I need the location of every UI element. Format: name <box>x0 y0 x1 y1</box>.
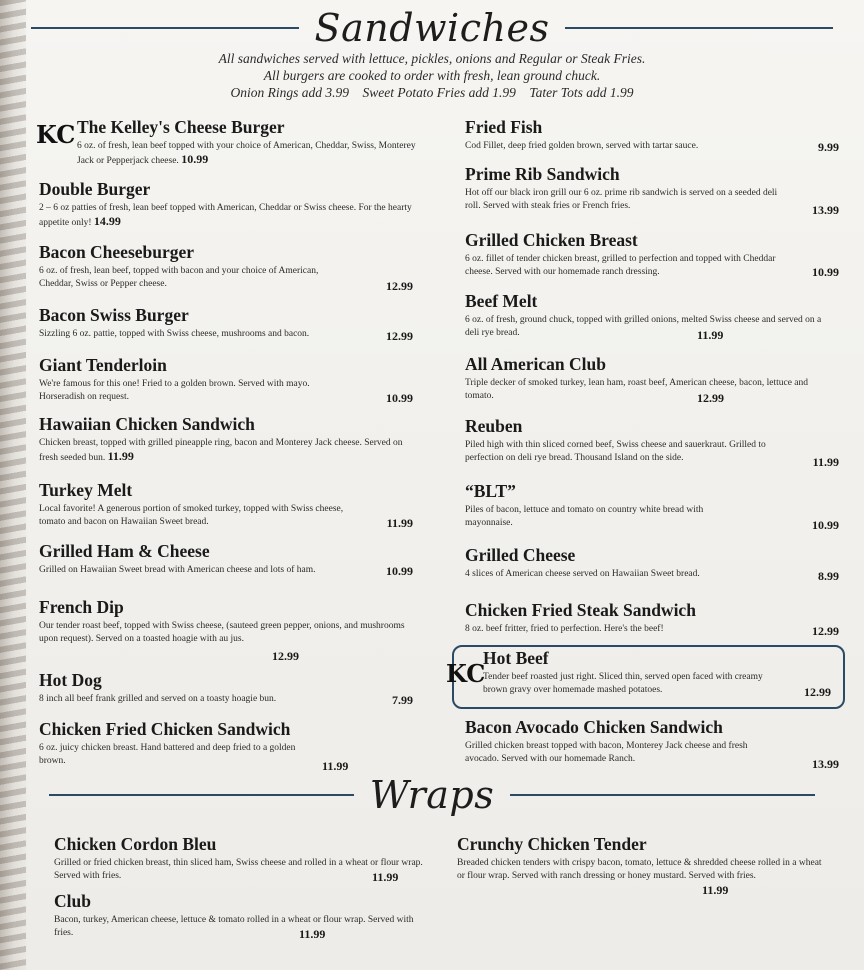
sandwiches-title: Sandwiches <box>314 6 550 50</box>
menu-item <box>465 354 839 403</box>
kelleys-logo-icon: KC <box>36 120 76 149</box>
menu-item <box>465 230 839 279</box>
item-price: 11.99 <box>697 328 724 342</box>
item-name: Hot Beef <box>483 648 549 668</box>
item-desc: Grilled on Hawaiian Sweet bread with American cheese and lots of ham. <box>39 565 316 575</box>
item-price: 10.99 <box>812 518 839 532</box>
item-desc <box>39 202 424 230</box>
item-desc: 6 oz. of fresh, lean beef, topped with bacon and your choice of American, Cheddar, Swiss or Pepper cheese. <box>39 266 319 289</box>
sandwiches-heading <box>0 6 864 50</box>
item-name: Bacon Swiss Burger <box>39 305 189 325</box>
item-desc-text: 2 – 6 oz patties of fresh, lean beef topped with American, Cheddar or Swiss cheese. For the hearty appetite only! <box>39 203 412 228</box>
item-price: 10.99 <box>812 265 839 279</box>
item-price: 12.99 <box>804 685 831 699</box>
item-desc: Our tender roast beef, topped with Swiss cheese, (sauteed green pepper, onions, and mushrooms upon request). Served on a toasted hoagie with au jus. <box>39 621 405 644</box>
menu-item <box>465 291 839 340</box>
item-name: Grilled Cheese <box>465 545 576 565</box>
item-name: All American Club <box>465 354 606 374</box>
item-desc-text: Chicken breast, topped with grilled pineapple ring, bacon and Monterey Jack cheese. Served on fresh seeded bun. <box>39 438 403 463</box>
item-desc: Grilled chicken breast topped with bacon, Monterey Jack cheese and fresh avocado. Served with our homemade Ranch. <box>465 741 748 764</box>
menu-item <box>465 717 839 771</box>
item-desc: Piled high with thin sliced corned beef, Swiss cheese and sauerkraut. Grilled to perfection on deli rye bread. Thousand Island on the side. <box>465 440 766 463</box>
item-desc: 6 oz. of fresh, ground chuck, topped with grilled onions, melted Swiss cheese and served on a deli rye bread. <box>465 315 822 338</box>
item-name: Giant Tenderloin <box>39 355 167 375</box>
item-price: 10.99 <box>181 152 209 166</box>
intro-line: All burgers are cooked to order with fresh, lean ground chuck. <box>263 68 601 83</box>
item-name: Chicken Fried Chicken Sandwich <box>39 719 291 739</box>
item-name: “BLT” <box>465 481 516 501</box>
menu-item <box>39 597 413 663</box>
menu-item <box>54 834 423 884</box>
item-name: The Kelley's Cheese Burger <box>77 117 285 137</box>
item-name: French Dip <box>39 597 124 617</box>
paper-edge-texture <box>0 0 26 970</box>
item-price: 12.99 <box>386 329 413 343</box>
item-price: 13.99 <box>812 203 839 217</box>
item-name: Hot Dog <box>39 670 102 690</box>
menu-item <box>39 414 413 465</box>
item-name: Crunchy Chicken Tender <box>457 834 647 854</box>
item-price: 12.99 <box>812 624 839 638</box>
item-name: Chicken Cordon Bleu <box>54 834 217 854</box>
item-name: Club <box>54 891 91 911</box>
item-desc: Bacon, turkey, American cheese, lettuce & tomato rolled in a wheat or flour wrap. Served with fries. <box>54 915 414 938</box>
item-desc: 6 oz. juicy chicken breast. Hand battered and deep fried to a golden brown. <box>39 743 296 766</box>
menu-item <box>465 117 839 153</box>
heading-rule-left <box>49 794 354 796</box>
item-desc <box>39 437 413 465</box>
menu-item <box>39 242 413 291</box>
heading-rule-left <box>31 27 299 29</box>
item-price: 11.99 <box>322 759 349 773</box>
heading-rule-right <box>565 27 833 29</box>
item-name: Chicken Fried Steak Sandwich <box>465 600 696 620</box>
item-price: 7.99 <box>392 693 413 707</box>
item-name: Reuben <box>465 416 523 436</box>
sandwiches-intro <box>0 50 864 101</box>
item-price: 8.99 <box>818 569 839 583</box>
item-price: 10.99 <box>386 391 413 405</box>
item-price: 13.99 <box>812 757 839 771</box>
item-price: 11.99 <box>812 455 839 469</box>
menu-item <box>39 480 413 529</box>
item-desc: 8 oz. beef fritter, fried to perfection. Here's the beef! <box>465 624 664 634</box>
menu-item <box>465 416 839 469</box>
kelleys-logo-icon: KC <box>446 659 486 688</box>
item-name: Beef Melt <box>465 291 538 311</box>
item-desc: Local favorite! A generous portion of smoked turkey, topped with Swiss cheese, tomato and bacon on Hawaiian Sweet bread. <box>39 504 344 527</box>
menu-item <box>39 179 424 230</box>
item-price: 11.99 <box>299 927 326 941</box>
item-name: Double Burger <box>39 179 151 199</box>
item-desc: 8 inch all beef frank grilled and served on a toasty hoagie bun. <box>39 694 277 704</box>
menu-item <box>39 719 413 773</box>
item-price: 9.99 <box>818 140 839 154</box>
item-desc: Sizzling 6 oz. pattie, topped with Swiss cheese, mushrooms and bacon. <box>39 329 310 339</box>
item-desc: 4 slices of American cheese served on Hawaiian Sweet bread. <box>465 569 700 579</box>
menu-item <box>39 541 413 577</box>
item-price: 11.99 <box>372 870 399 884</box>
menu-item <box>54 891 434 940</box>
item-price: 12.99 <box>697 391 724 405</box>
item-price: 12.99 <box>272 649 299 663</box>
item-desc-text: 6 oz. of fresh, lean beef topped with your choice of American, Cheddar, Swiss, Monterey Jack or Pepperjack cheese. <box>77 141 416 166</box>
item-price: 11.99 <box>702 883 729 897</box>
item-name: Fried Fish <box>465 117 543 137</box>
item-desc: Grilled or fried chicken breast, thin sliced ham, Swiss cheese and rolled in a wheat or flour wrap. Served with fries. <box>54 858 423 881</box>
item-desc: Tender beef roasted just right. Sliced thin, served open faced with creamy brown gravy over homemade mashed potatoes. <box>483 672 763 695</box>
item-desc: Breaded chicken tenders with crispy bacon, tomato, lettuce & shredded cheese rolled in a wheat or flour wrap. Served with ranch dressing or honey mustard. Served with fries. <box>457 858 822 881</box>
menu-item <box>465 600 839 636</box>
item-name: Grilled Chicken Breast <box>465 230 638 250</box>
item-desc: Triple decker of smoked turkey, lean ham, roast beef, American cheese, bacon, lettuce and tomato. <box>465 378 809 401</box>
item-desc <box>77 140 422 168</box>
item-desc: Piles of bacon, lettuce and tomato on country white bread with mayonnaise. <box>465 505 704 528</box>
wraps-heading <box>0 773 864 817</box>
item-name: Grilled Ham & Cheese <box>39 541 210 561</box>
item-desc: Cod Fillet, deep fried golden brown, served with tartar sauce. <box>465 141 699 151</box>
item-name: Hawaiian Chicken Sandwich <box>39 414 255 434</box>
menu-item <box>39 305 413 341</box>
item-name: Bacon Avocado Chicken Sandwich <box>465 717 723 737</box>
menu-item <box>39 355 413 404</box>
item-price: 10.99 <box>386 564 413 578</box>
item-price: 14.99 <box>93 214 121 228</box>
wraps-title: Wraps <box>369 773 495 817</box>
item-name: Bacon Cheeseburger <box>39 242 195 262</box>
heading-rule-right <box>510 794 815 796</box>
menu-item <box>483 648 831 697</box>
menu-item <box>77 117 422 168</box>
item-desc: We're famous for this one! Fried to a golden brown. Served with mayo. Horseradish on request. <box>39 379 310 402</box>
intro-line: All sandwiches served with lettuce, pickles, onions and Regular or Steak Fries. <box>218 51 646 66</box>
item-name: Prime Rib Sandwich <box>465 164 620 184</box>
menu-item <box>457 834 827 897</box>
item-price: 11.99 <box>386 516 413 530</box>
item-desc: 6 oz. fillet of tender chicken breast, grilled to perfection and topped with Cheddar cheese. Served with our homemade ranch dressing. <box>465 254 776 277</box>
menu-item <box>465 481 839 530</box>
menu-item <box>465 164 839 217</box>
item-price: 11.99 <box>107 449 134 463</box>
menu-item <box>39 670 413 706</box>
item-name: Turkey Melt <box>39 480 133 500</box>
menu-item <box>465 545 839 581</box>
item-price: 12.99 <box>386 279 413 293</box>
intro-line: Onion Rings add 3.99 Sweet Potato Fries add 1.99 Tater Tots add 1.99 <box>230 85 634 100</box>
item-desc: Hot off our black iron grill our 6 oz. prime rib sandwich is served on a seeded deli roll. Served with steak fries or French fries. <box>465 188 778 211</box>
